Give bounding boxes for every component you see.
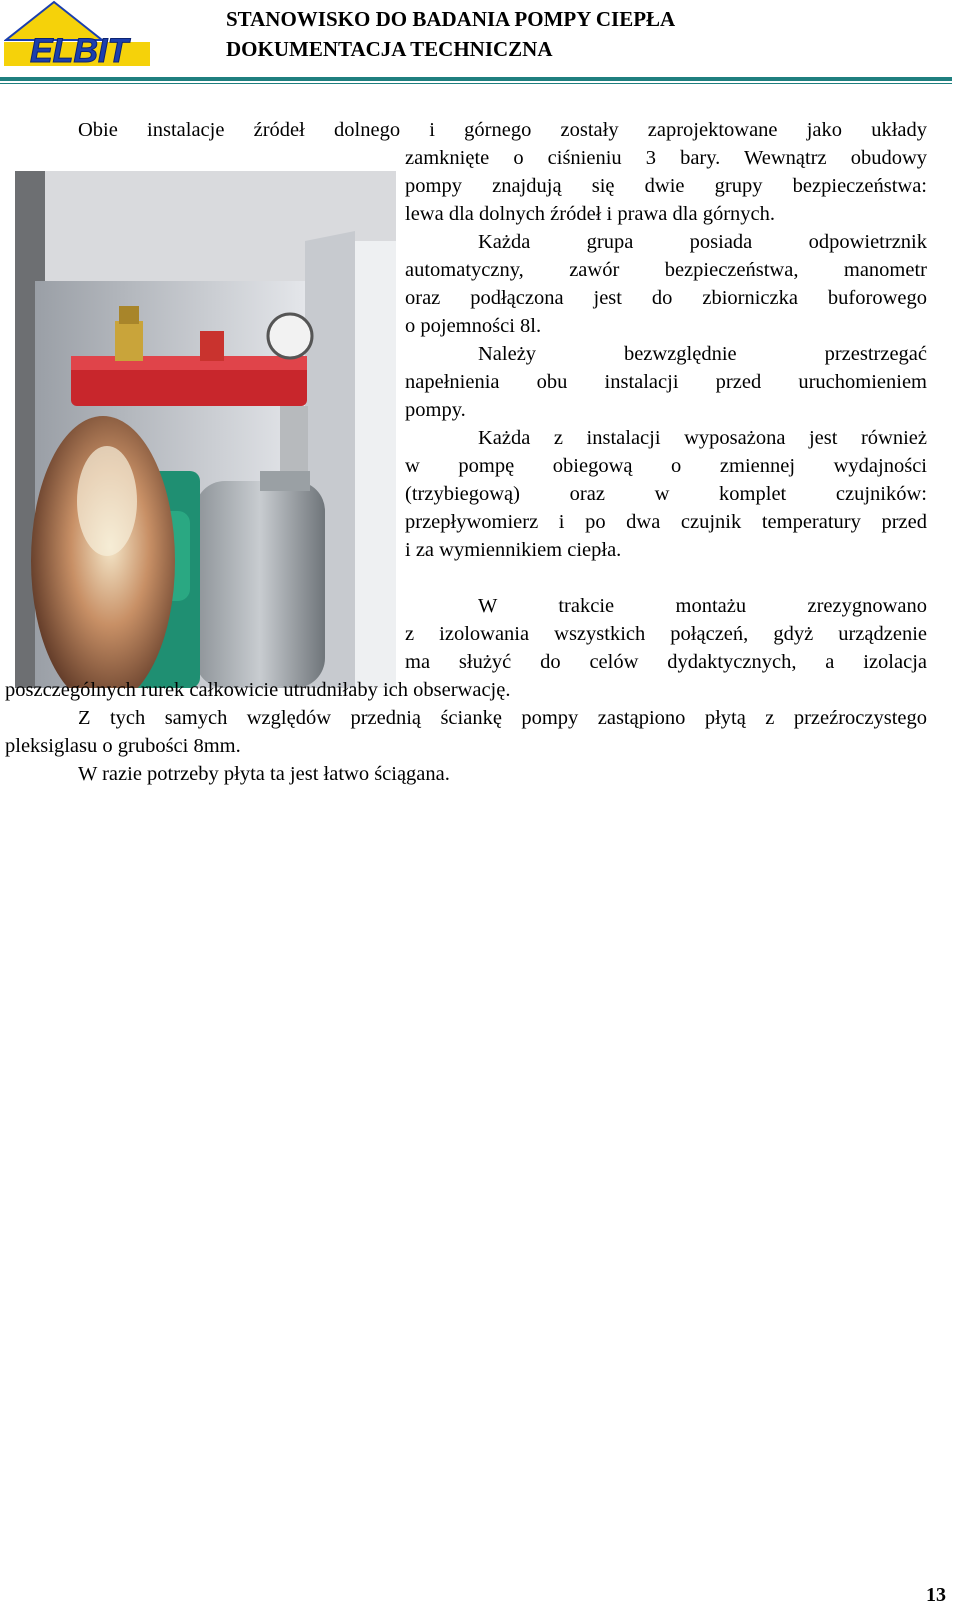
header-rule-thin	[0, 83, 952, 84]
body-line: W razie potrzeby płyta ta jest łatwo ściągana.	[78, 763, 450, 785]
elbit-logo	[4, 0, 152, 72]
body-line: lewa dla dolnych źródeł i prawa dla górnych.	[405, 203, 776, 225]
body-line: napełnienia obu instalacji przed uruchomieniem	[405, 371, 927, 393]
body-line: w pompę obiegową o zmiennej wydajności	[405, 455, 927, 477]
header-rule-thick	[0, 77, 952, 81]
body-line: Z tych samych względów przednią ściankę pompy zastąpiono płytą z przeźroczystego	[78, 707, 927, 729]
body-line: W trakcie montażu zrezygnowano	[478, 595, 927, 617]
body-line: (trzybiegową) oraz w komplet czujników:	[405, 483, 927, 505]
header-title	[226, 4, 675, 64]
heat-pump-interior-photo	[15, 171, 396, 688]
body-line: Obie instalacje źródeł dolnego i górnego zostały zaprojektowane jako układy	[78, 119, 927, 141]
body-line: pleksiglasu o grubości 8mm.	[5, 735, 241, 757]
body-line: przepływomierz i po dwa czujnik temperatury przed	[405, 511, 927, 533]
body-line: Każda grupa posiada odpowietrznik	[478, 231, 927, 253]
header-title-line1: STANOWISKO DO BADANIA POMPY CIEPŁA	[226, 7, 676, 31]
body-line: ma służyć do celów dydaktycznych, a izolacja	[405, 651, 927, 673]
body-line: Należy bezwzględnie przestrzegać	[478, 343, 927, 365]
body-line: z izolowania wszystkich połączeń, gdyż urządzenie	[405, 623, 927, 645]
svg-text:ELBIT: ELBIT	[30, 32, 129, 70]
body-line: o pojemności 8l.	[405, 315, 542, 337]
body-line: pompy znajdują się dwie grupy bezpieczeństwa:	[405, 175, 927, 197]
page-number: 13	[926, 1584, 946, 1606]
body-line: oraz podłączona jest do zbiorniczka buforowego	[405, 287, 927, 309]
body-line: automatyczny, zawór bezpieczeństwa, manometr	[405, 259, 927, 281]
body-line: i za wymiennikiem ciepła.	[405, 539, 622, 561]
body-line: Każda z instalacji wyposażona jest również	[478, 427, 927, 449]
page-header	[0, 0, 960, 90]
body-line: pompy.	[405, 399, 466, 421]
header-title-line2: DOKUMENTACJA TECHNICZNA	[226, 37, 553, 61]
body-line: poszczególnych rurek całkowicie utrudniłaby ich obserwację.	[5, 679, 511, 701]
body-line: zamknięte o ciśnieniu 3 bary. Wewnątrz obudowy	[405, 147, 927, 169]
